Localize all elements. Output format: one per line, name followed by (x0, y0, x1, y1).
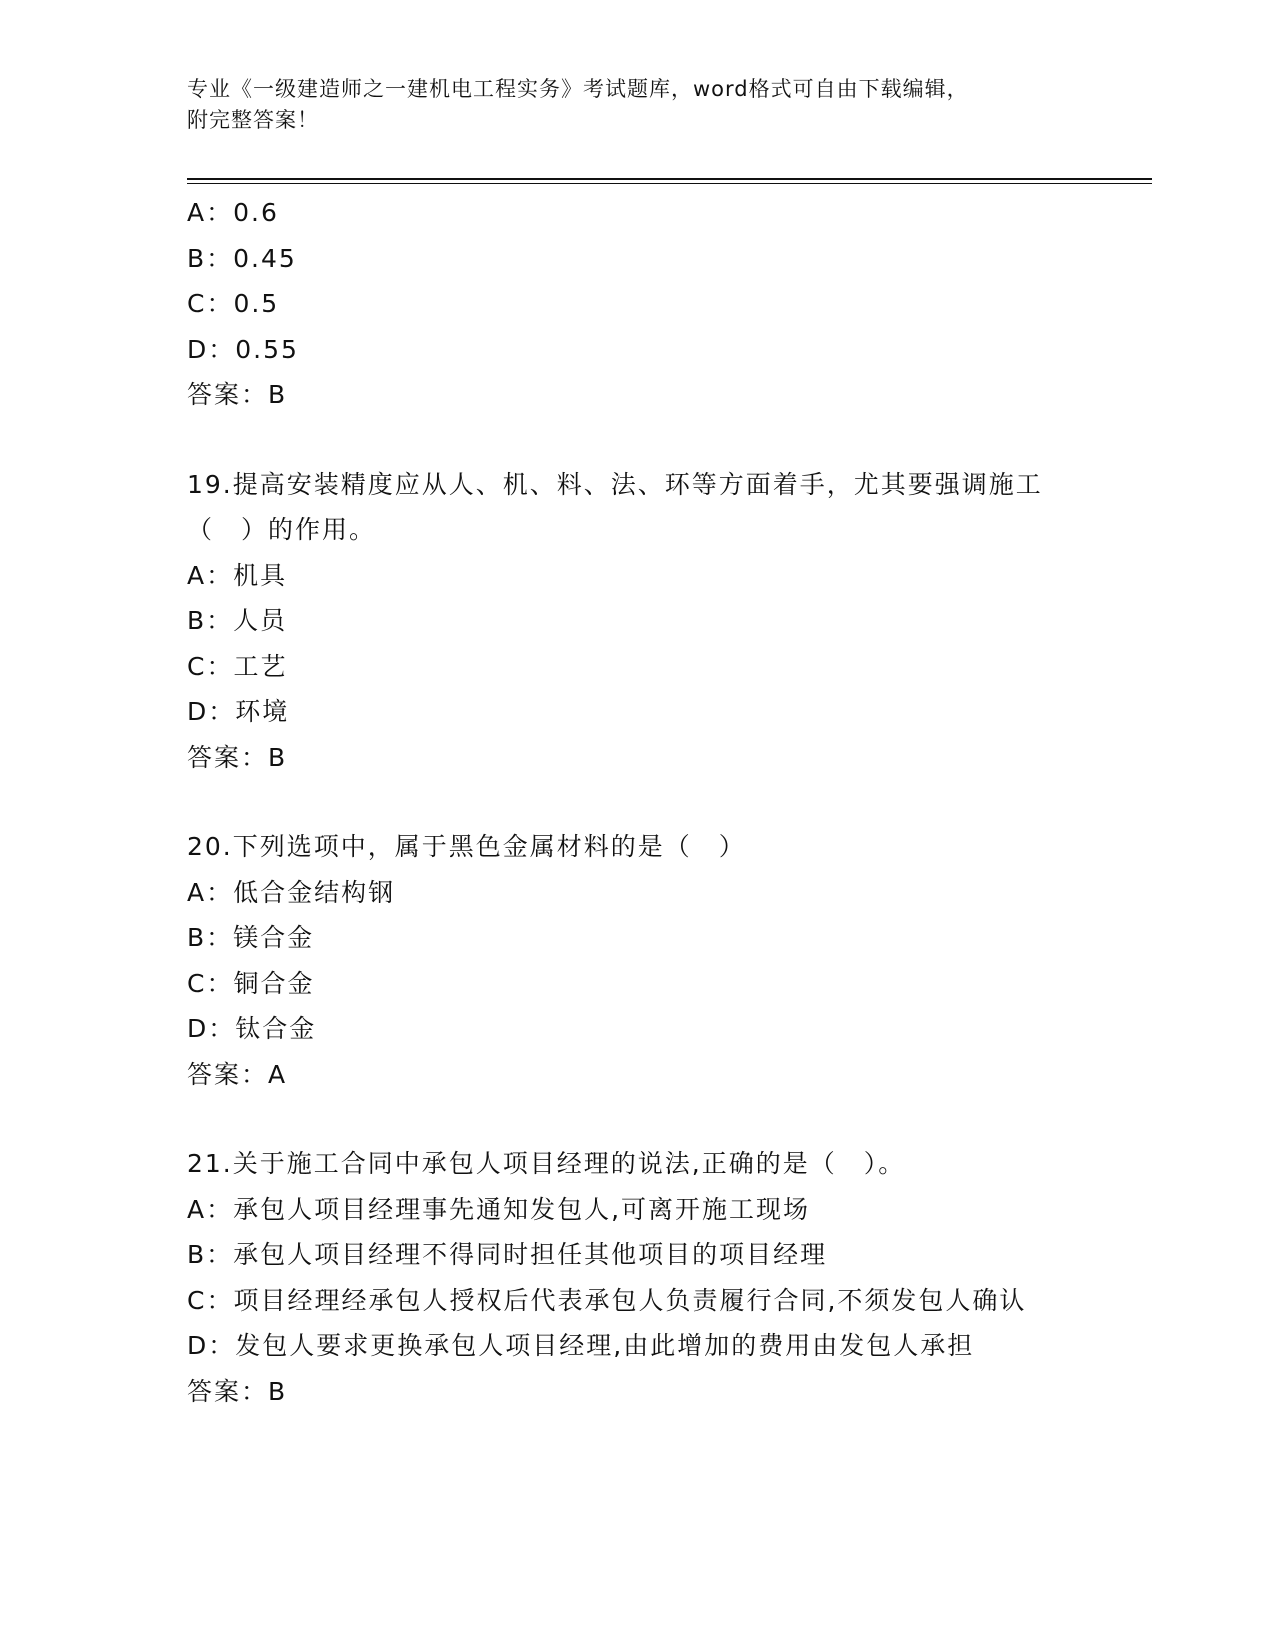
answer-line: 答案：B (187, 1376, 288, 1406)
option-d: D：0.55 (187, 334, 299, 364)
option-a: A：低合金结构钢 (187, 877, 396, 907)
question-21-block (187, 1141, 1087, 1414)
header-line-2: 附完整答案！ (187, 108, 319, 132)
option-b: B：0.45 (187, 243, 297, 273)
option-c: C：项目经理经承包人授权后代表承包人负责履行合同,不须发包人确认 (187, 1285, 1027, 1315)
header-divider-thick (187, 178, 1152, 180)
option-c: C：铜合金 (187, 968, 315, 998)
question-text: 21.关于施工合同中承包人项目经理的说法,正确的是（ ）。 (187, 1149, 906, 1178)
question-20-block (187, 824, 1087, 1097)
answer-line: 答案：B (187, 742, 288, 772)
question-text: 20.下列选项中，属于黑色金属材料的是（ ） (187, 832, 746, 861)
header-line-1: 专业《一级建造师之一建机电工程实务》考试题库，word格式可自由下载编辑， (187, 77, 969, 101)
question-19-block (187, 462, 1087, 781)
option-a: A：0.6 (187, 198, 279, 227)
question-text: 19.提高安装精度应从人、机、料、法、环等方面着手，尤其要强调施工（ ）的作用。 (187, 469, 1043, 544)
spacer (187, 780, 1087, 824)
question-18-block (187, 190, 1087, 418)
option-b: B：镁合金 (187, 923, 315, 952)
spacer (187, 418, 1087, 462)
option-d: D：发包人要求更换承包人项目经理,由此增加的费用由发包人承担 (187, 1331, 975, 1360)
header-divider-thin (187, 183, 1152, 184)
option-c: C：0.5 (187, 289, 280, 318)
option-d: D：钛合金 (187, 1014, 317, 1043)
document-header (187, 74, 1087, 136)
option-b: B：承包人项目经理不得同时担任其他项目的项目经理 (187, 1240, 828, 1269)
option-b: B：人员 (187, 606, 288, 635)
option-c: C：工艺 (187, 651, 288, 681)
option-d: D：环境 (187, 697, 290, 726)
answer-line: 答案：B (187, 380, 288, 409)
spacer (187, 1097, 1087, 1141)
option-a: A：承包人项目经理事先通知发包人,可离开施工现场 (187, 1194, 811, 1224)
answer-line: 答案：A (187, 1059, 288, 1089)
question-list (187, 190, 1087, 1414)
option-a: A：机具 (187, 560, 288, 590)
